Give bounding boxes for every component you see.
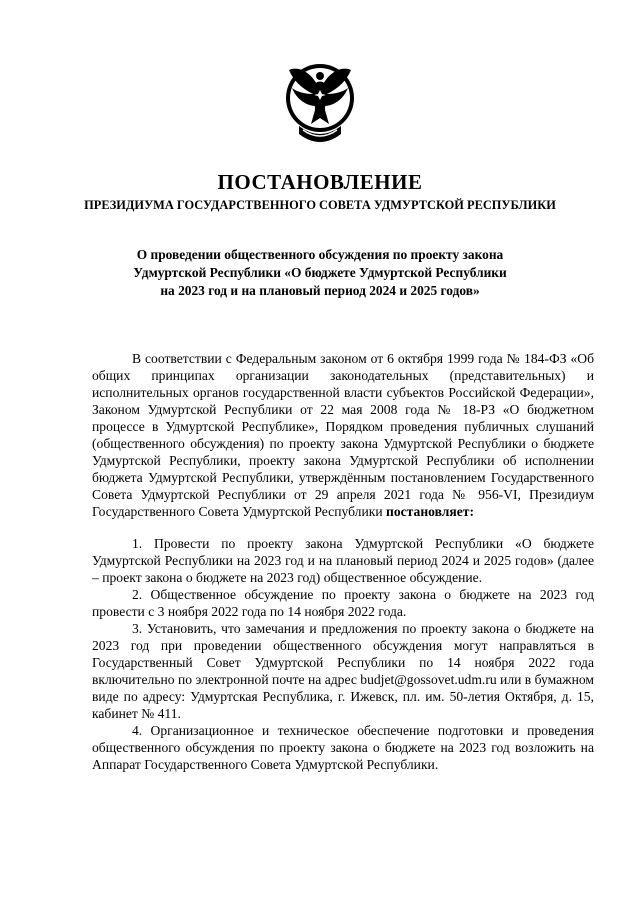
document-subtitle: ПРЕЗИДИУМА ГОСУДАРСТВЕННОГО СОВЕТА УДМУРТСКОЙ РЕСПУБЛИКИ: [84, 198, 556, 212]
heading-line: на 2023 год и на плановый период 2024 и 2025 годов»: [160, 283, 480, 298]
heading-line: О проведении общественного обсуждения по проекту закона: [136, 247, 504, 262]
document-body: [92, 350, 594, 773]
coat-of-arms-emblem: [283, 50, 357, 158]
item-4-paragraph: 4. Организационное и техническое обеспечение подготовки и проведения общественного обсуждения по проекту закона о бюджете на 2023 год возложить на Аппарат Государственного Совета Удмуртской Республики.: [92, 723, 594, 772]
document-title: ПОСТАНОВЛЕНИЕ: [217, 170, 423, 194]
preamble-paragraph: [92, 350, 594, 520]
document-heading: [0, 246, 640, 300]
preamble-text: В соответствии с Федеральным законом от 6 октября 1999 года № 184-ФЗ «Об общих принципах организации законодательных (представительных) и исполнительных органов государственной власти субъектов Российской Федерации», Законом Удмуртской Республики от 22 мая 2008 года № 18-РЗ «О бюджетном процессе в Удмуртской Республике», Порядком проведения публичных слушаний (общественного обсуждения) по проекту закона Удмуртской Республики о бюджете Удмуртской Республики, проекту закона Удмуртской Республики об исполнении бюджета Удмуртской Республики, утверждённым постановлением Государственного Совета Удмуртской Республики от 29 апреля 2021 года № 956-VI, Президиум Государственного Совета Удмуртской Республики: [92, 351, 594, 519]
heading-line: Удмуртской Республики «О бюджете Удмуртской Республики: [133, 265, 507, 280]
item-2-paragraph: 2. Общественное обсуждение по проекту закона о бюджете на 2023 год провести с 3 ноября 2022 года по 14 ноября 2022 года.: [92, 587, 594, 619]
item-1-paragraph: 1. Провести по проекту закона Удмуртской Республики «О бюджете Удмуртской Республики на 2023 год и на плановый период 2024 и 2025 годов» (далее – проект закона о бюджете на 2023 год) общественное обсуждение.: [92, 536, 594, 585]
item-3-paragraph: 3. Установить, что замечания и предложения по проекту закона о бюджете на 2023 год при проведении общественного обсуждения могут направляться в Государственный Совет Удмуртской Республики по 14 ноября 2022 года включительно по электронной почте на адрес budjet@gossovet.udm.ru или в бумажном виде по адресу: Удмуртская Республика, г. Ижевск, пл. им. 50-летия Октября, д. 15, кабинет № 411.: [92, 621, 594, 721]
preamble-operative-word: постановляет:: [386, 504, 474, 519]
